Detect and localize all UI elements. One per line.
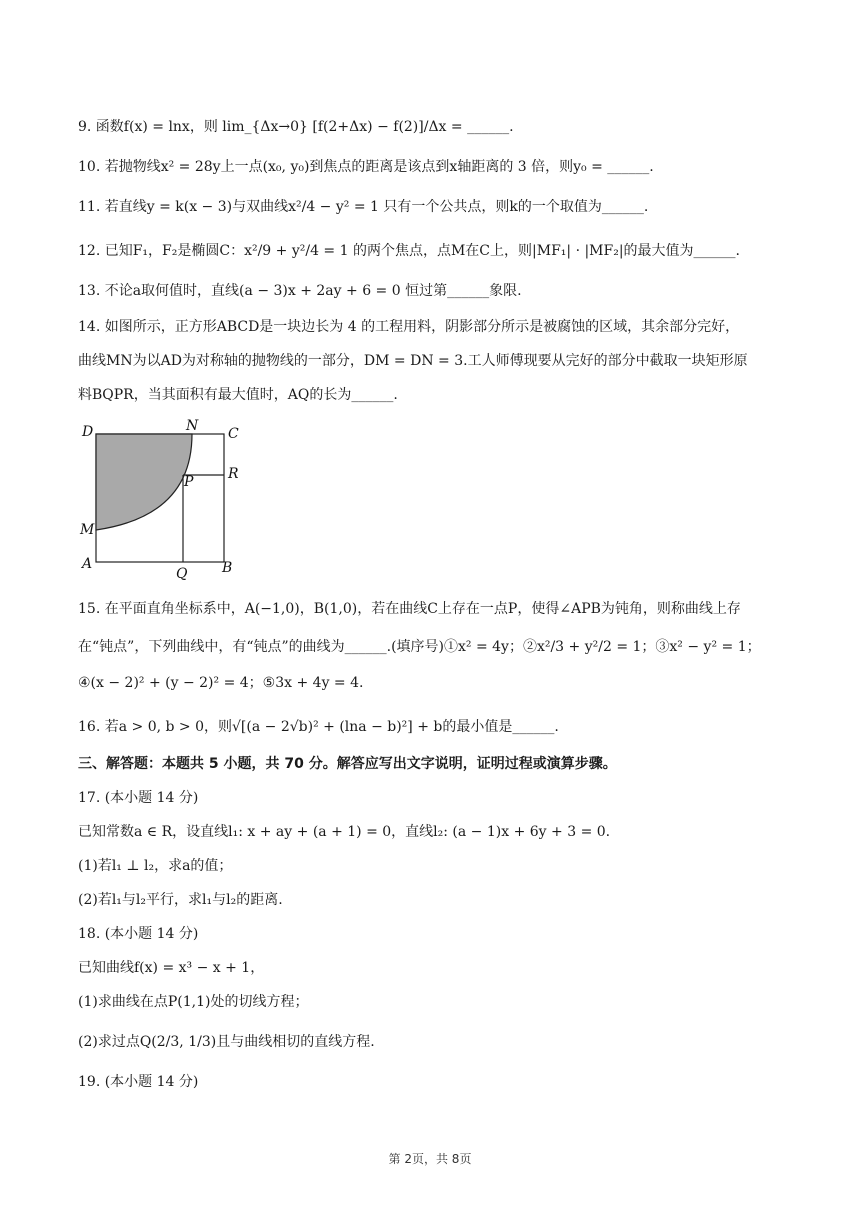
question-14-line-2: 曲线MN为以AD为对称轴的抛物线的一部分，DM = DN = 3.工人师傅现要从完好的部分中截取一块矩形原 <box>78 353 748 369</box>
question-18-stem: 已知曲线f(x) = x³ − x + 1， <box>78 960 265 976</box>
question-15-line-3: ④(x − 2)² + (y − 2)² = 4；⑤3x + 4y = 4. <box>78 675 364 691</box>
label-r: R <box>228 466 239 482</box>
question-19-header: 19. (本小题 14 分) <box>78 1074 199 1090</box>
question-10: 10. 若抛物线x² = 28y上一点(x₀, y₀)到焦点的距离是该点到x轴距离的 3 倍，则y₀ = ______. <box>78 159 654 175</box>
question-13: 13. 不论a取何值时，直线(a − 3)x + 2ay + 6 = 0 恒过第______象限. <box>78 283 522 299</box>
label-d: D <box>82 424 94 440</box>
question-11: 11. 若直线y = k(x − 3)与双曲线x²/4 − y² = 1 只有一个公共点，则k的一个取值为______. <box>78 199 649 215</box>
square-figure <box>74 416 254 581</box>
label-a: A <box>82 556 93 572</box>
question-17-part-2: (2)若l₁与l₂平行，求l₁与l₂的距离. <box>78 892 283 908</box>
question-16: 16. 若a > 0, b > 0，则√[(a − 2√b)² + (lna − b)²] + b的最小值是______. <box>78 719 559 735</box>
label-m: M <box>80 522 95 538</box>
question-18-part-1: (1)求曲线在点P(1,1)处的切线方程； <box>78 994 309 1010</box>
question-14-line-1: 14. 如图所示，正方形ABCD是一块边长为 4 的工程用料，阴影部分所示是被腐蚀的区域，其余部分完好， <box>78 319 740 335</box>
label-p: P <box>184 474 194 490</box>
question-18-part-2: (2)求过点Q(2/3, 1/3)且与曲线相切的直线方程. <box>78 1034 375 1050</box>
label-n: N <box>186 418 199 434</box>
page-footer: 第 2页，共 8页 <box>388 1152 472 1166</box>
label-b: B <box>222 560 233 576</box>
question-17-stem: 已知常数a ∈ R，设直线l₁: x + ay + (a + 1) = 0，直线l₂: (a − 1)x + 6y + 3 = 0. <box>78 824 611 840</box>
label-c: C <box>228 426 239 442</box>
section-3-heading: 三、解答题：本题共 5 小题，共 70 分。解答应写出文字说明，证明过程或演算步骤。 <box>78 756 617 772</box>
question-18-header: 18. (本小题 14 分) <box>78 926 199 942</box>
question-14-line-3: 料BQPR，当其面积有最大值时，AQ的长为______. <box>78 387 398 403</box>
question-15-line-1: 15. 在平面直角坐标系中，A(−1,0)，B(1,0)，若在曲线C上存在一点P，使得∠APB为钝角，则称曲线上存 <box>78 601 741 617</box>
question-17-part-1: (1)若l₁ ⊥ l₂，求a的值； <box>78 858 233 874</box>
label-q: Q <box>176 566 188 581</box>
question-15-line-2: 在“钝点”，下列曲线中，有“钝点”的曲线为______.(填序号)①x² = 4y；②x²/3 + y²/2 = 1；③x² − y² = 1； <box>78 639 761 655</box>
question-17-header: 17. (本小题 14 分) <box>78 790 199 806</box>
question-12: 12. 已知F₁，F₂是椭圆C：x²/9 + y²/4 = 1 的两个焦点，点M在C上，则|MF₁| · |MF₂|的最大值为______. <box>78 243 741 259</box>
question-9: 9. 函数f(x) = lnx，则 lim_{Δx→0} [f(2+Δx) − f(2)]/Δx = ______. <box>78 119 514 135</box>
